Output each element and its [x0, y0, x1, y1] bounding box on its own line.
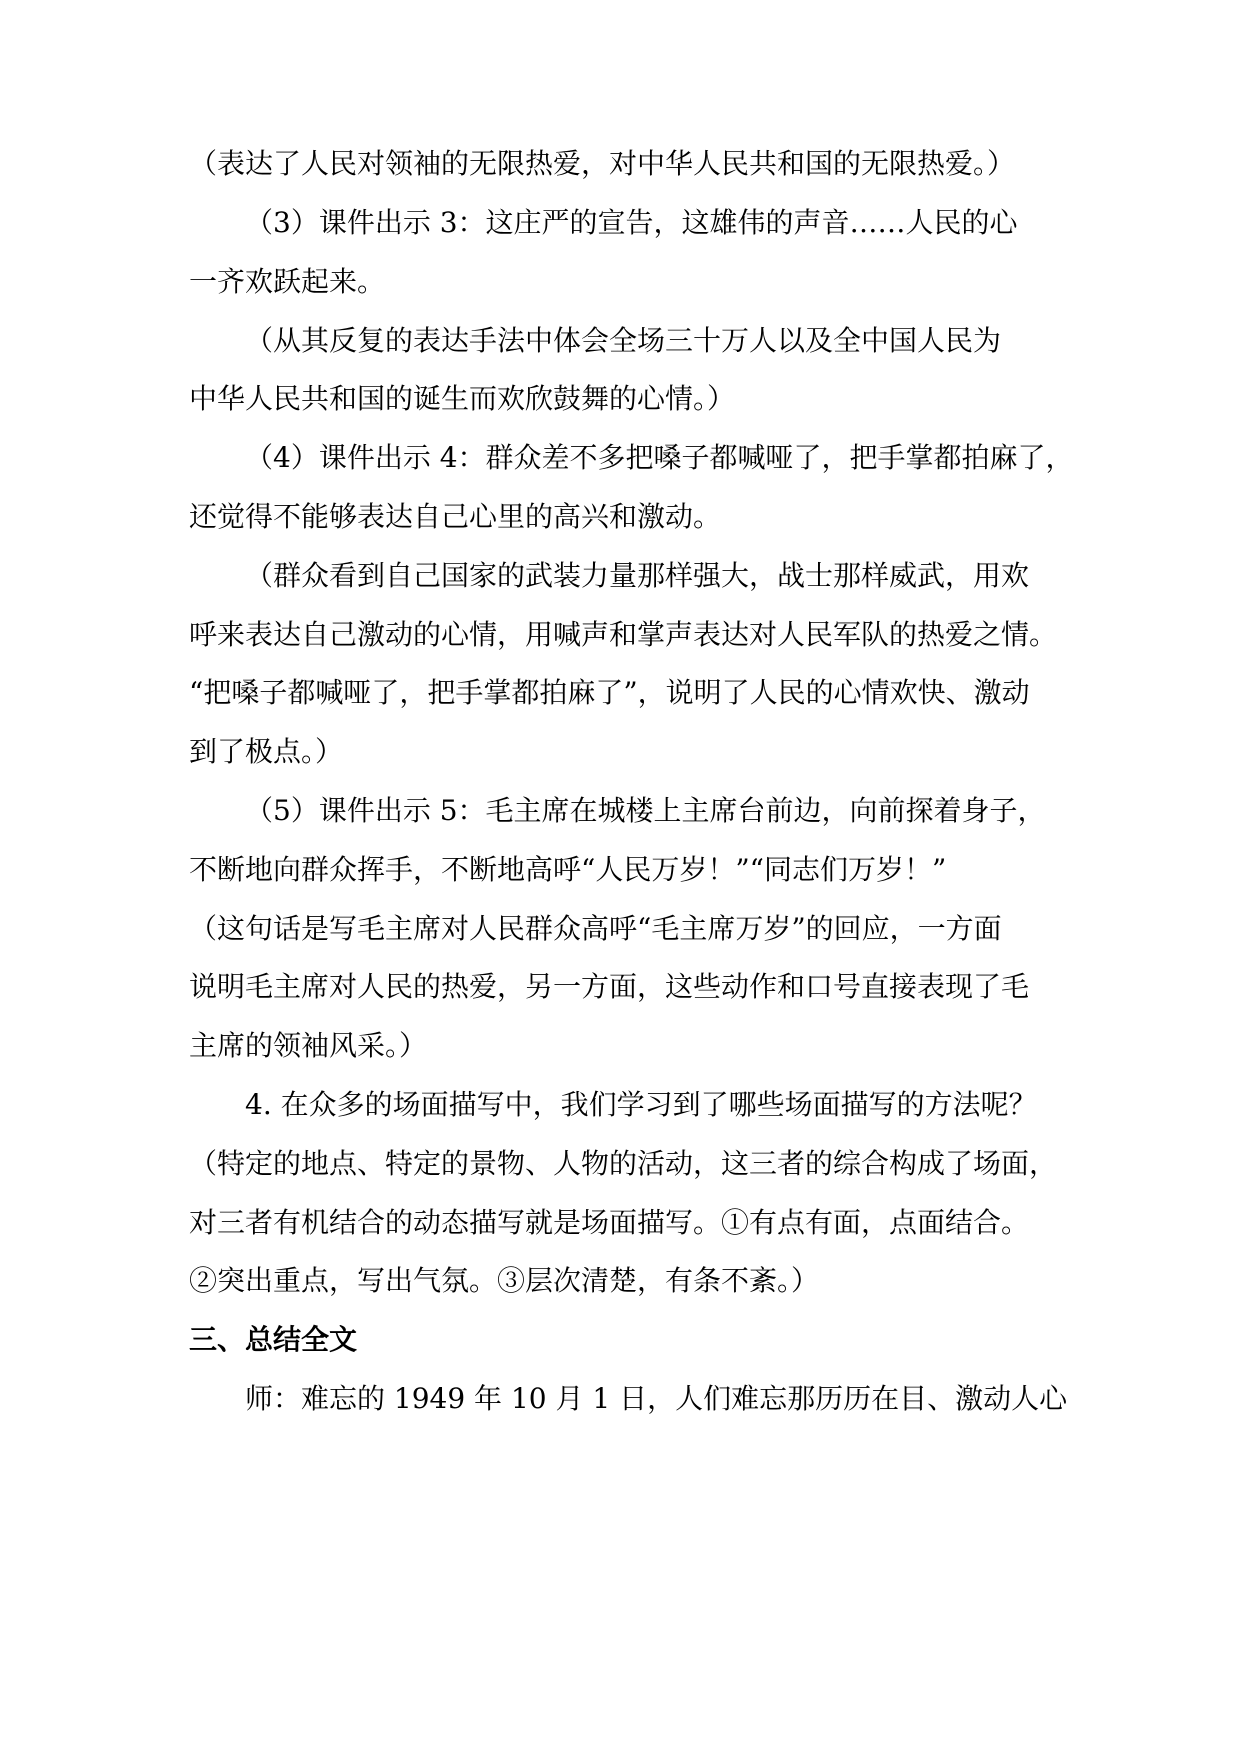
paragraph-line: （4）课件出示 4：群众差不多把嗓子都喊哑了，把手掌都拍麻了， [245, 441, 1074, 474]
paragraph-line: （从其反复的表达手法中体会全场三十万人以及全中国人民为 [245, 324, 1002, 357]
paragraph-line: （表达了人民对领袖的无限热爱，对中华人民共和国的无限热爱。） [189, 147, 1016, 180]
section-heading: 三、总结全文 [189, 1323, 358, 1356]
paragraph-line: 一齐欢跃起来。 [189, 265, 386, 298]
paragraph-line: 不断地向群众挥手，不断地高呼“人民万岁！”“同志们万岁！” [189, 853, 947, 886]
paragraph-line: （群众看到自己国家的武装力量那样强大，战士那样威武，用欢 [245, 559, 1030, 592]
paragraph-line: （3）课件出示 3：这庄严的宣告，这雄伟的声音……人民的心 [245, 206, 1018, 239]
paragraph-line: ②突出重点，写出气氛。③层次清楚，有条不紊。） [189, 1264, 820, 1297]
paragraph-line: 到了极点。） [189, 735, 344, 768]
paragraph-line: 主席的领袖风采。） [189, 1029, 428, 1062]
paragraph-line: 师：难忘的 1949 年 10 月 1 日，人们难忘那历历在目、激动人心 [245, 1382, 1068, 1415]
paragraph-line: （5）课件出示 5：毛主席在城楼上主席台前边，向前探着身子， [245, 794, 1046, 827]
paragraph-line: （这句话是写毛主席对人民群众高呼“毛主席万岁”的回应，一方面 [189, 912, 1002, 945]
paragraph-line: 还觉得不能够表达自己心里的高兴和激动。 [189, 500, 722, 533]
paragraph-line: 对三者有机结合的动态描写就是场面描写。①有点有面，点面结合。 [189, 1206, 1030, 1239]
paragraph-line: 4. 在众多的场面描写中，我们学习到了哪些场面描写的方法呢？ [245, 1088, 1037, 1121]
paragraph-line: 呼来表达自己激动的心情，用喊声和掌声表达对人民军队的热爱之情。 [189, 618, 1058, 651]
paragraph-line: 中华人民共和国的诞生而欢欣鼓舞的心情。） [189, 382, 736, 415]
paragraph-line: （特定的地点、特定的景物、人物的活动，这三者的综合构成了场面， [189, 1147, 1058, 1180]
paragraph-line: 说明毛主席对人民的热爱，另一方面，这些动作和口号直接表现了毛 [189, 970, 1030, 1003]
paragraph-line: “把嗓子都喊哑了，把手掌都拍麻了”，说明了人民的心情欢快、激动 [189, 676, 1030, 709]
